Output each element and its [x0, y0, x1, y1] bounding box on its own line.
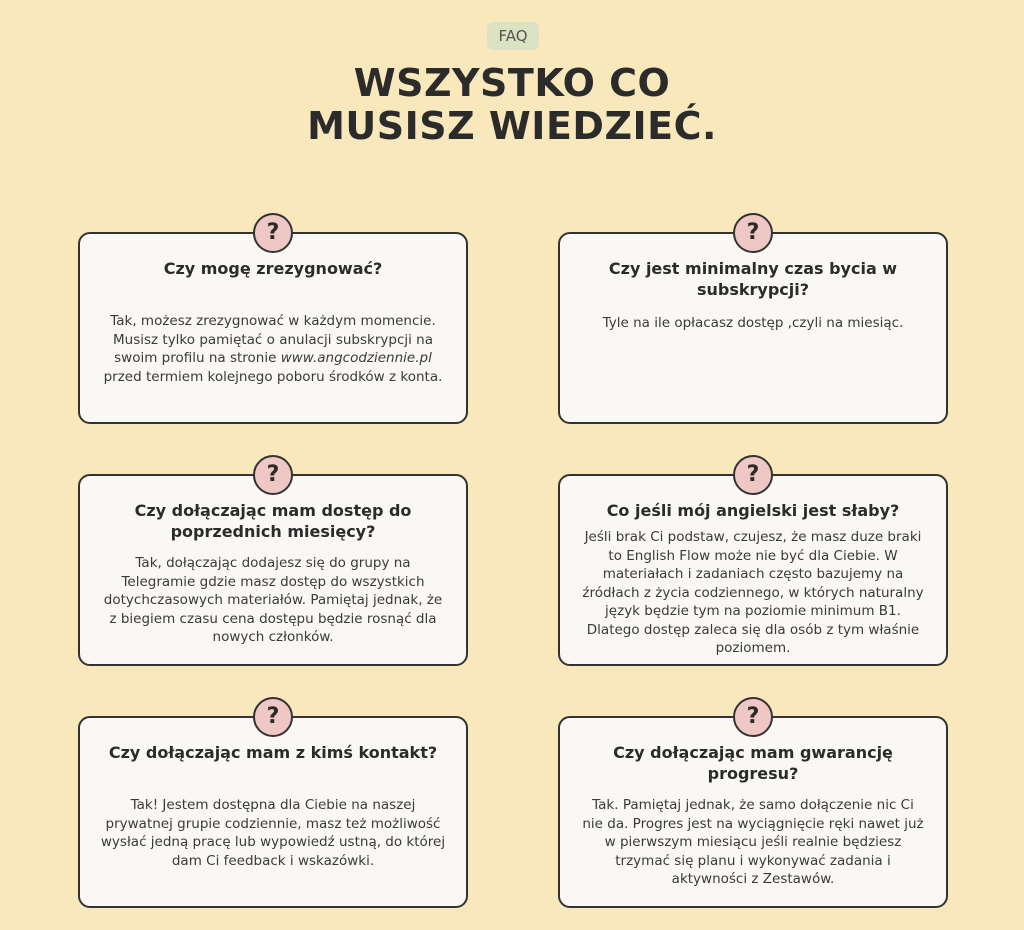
faq-answer: Tak. Pamiętaj jednak, że samo dołączenie nic Ci nie da. Progres jest na wyciągnięcie ręki nawet już w pierwszym miesiącu jeśli realnie będziesz trzymać się planu i wykonywać zadania i aktywności z Zestawów.	[582, 797, 924, 887]
question-mark-icon: ?	[253, 213, 293, 253]
faq-answer: Tyle na ile opłacasz dostęp ,czyli na miesiąc.	[602, 315, 904, 331]
faq-question: Czy mogę zrezygnować?	[163, 259, 383, 278]
faq-answer: Tak! Jestem dostępna dla Ciebie na naszej prywatnej grupie codziennie, masz też możliwość wysłać jedną pracę lub wypowiedź ustną, do której dam Ci feedback i wskazówki.	[100, 797, 446, 869]
website-link[interactable]: www.angcodziennie.pl	[280, 350, 432, 366]
page-title-line-2: MUSISZ WIEDZIEĆ.	[307, 104, 717, 148]
faq-badge: FAQ	[487, 22, 539, 50]
question-mark-icon: ?	[733, 213, 773, 253]
faq-card-weak-english	[558, 462, 948, 666]
faq-question: Czy dołączając mam z kimś kontakt?	[108, 743, 438, 762]
question-mark-icon: ?	[733, 697, 773, 737]
faq-answer: Tak, dołączając dodajesz się do grupy na Telegramie gdzie masz dostęp do wszystkich dotychczasowych materiałów. Pamiętaj jednak, że z biegiem czasu cena dostępu będzie rosnąć dla nowych członków.	[103, 555, 443, 645]
faq-question: Czy dołączając mam gwarancję progresu?	[613, 743, 893, 783]
page-title-line-1: WSZYSTKO CO	[353, 61, 671, 105]
faq-card-contact	[78, 704, 468, 908]
faq-card-progress-guarantee	[558, 704, 948, 908]
faq-answer-text: Tak, możesz zrezygnować w każdym momencie. Musisz tylko pamiętać o anulacji subskrypcji na swoim profilu na stronie	[110, 313, 436, 366]
faq-card-previous-months	[78, 462, 468, 666]
faq-answer	[100, 312, 446, 386]
faq-answer: Jeśli brak Ci podstaw, czujesz, że masz duze braki to English Flow może nie być dla Ciebie. W materiałach i zadaniach często bazujemy na źródłach z życia codziennego, w których naturalny język będzie tym na poziomie minimum B1. Dlatego dostęp zaleca się dla osób z tym właśnie poziomem.	[582, 529, 924, 656]
faq-question: Czy jest minimalny czas bycia w subskrypcji?	[608, 259, 898, 299]
faq-card-minimum-time	[558, 220, 948, 424]
faq-answer-text-end: przed termiem kolejnego poboru środków z konta.	[103, 368, 443, 385]
faq-question: Czy dołączając mam dostęp do poprzednich miesięcy?	[134, 501, 412, 541]
page-title	[0, 62, 1024, 148]
faq-card-cancel	[78, 220, 468, 424]
faq-question: Co jeśli mój angielski jest słaby?	[606, 501, 900, 520]
question-mark-icon: ?	[253, 697, 293, 737]
question-mark-icon: ?	[733, 455, 773, 495]
question-mark-icon: ?	[253, 455, 293, 495]
